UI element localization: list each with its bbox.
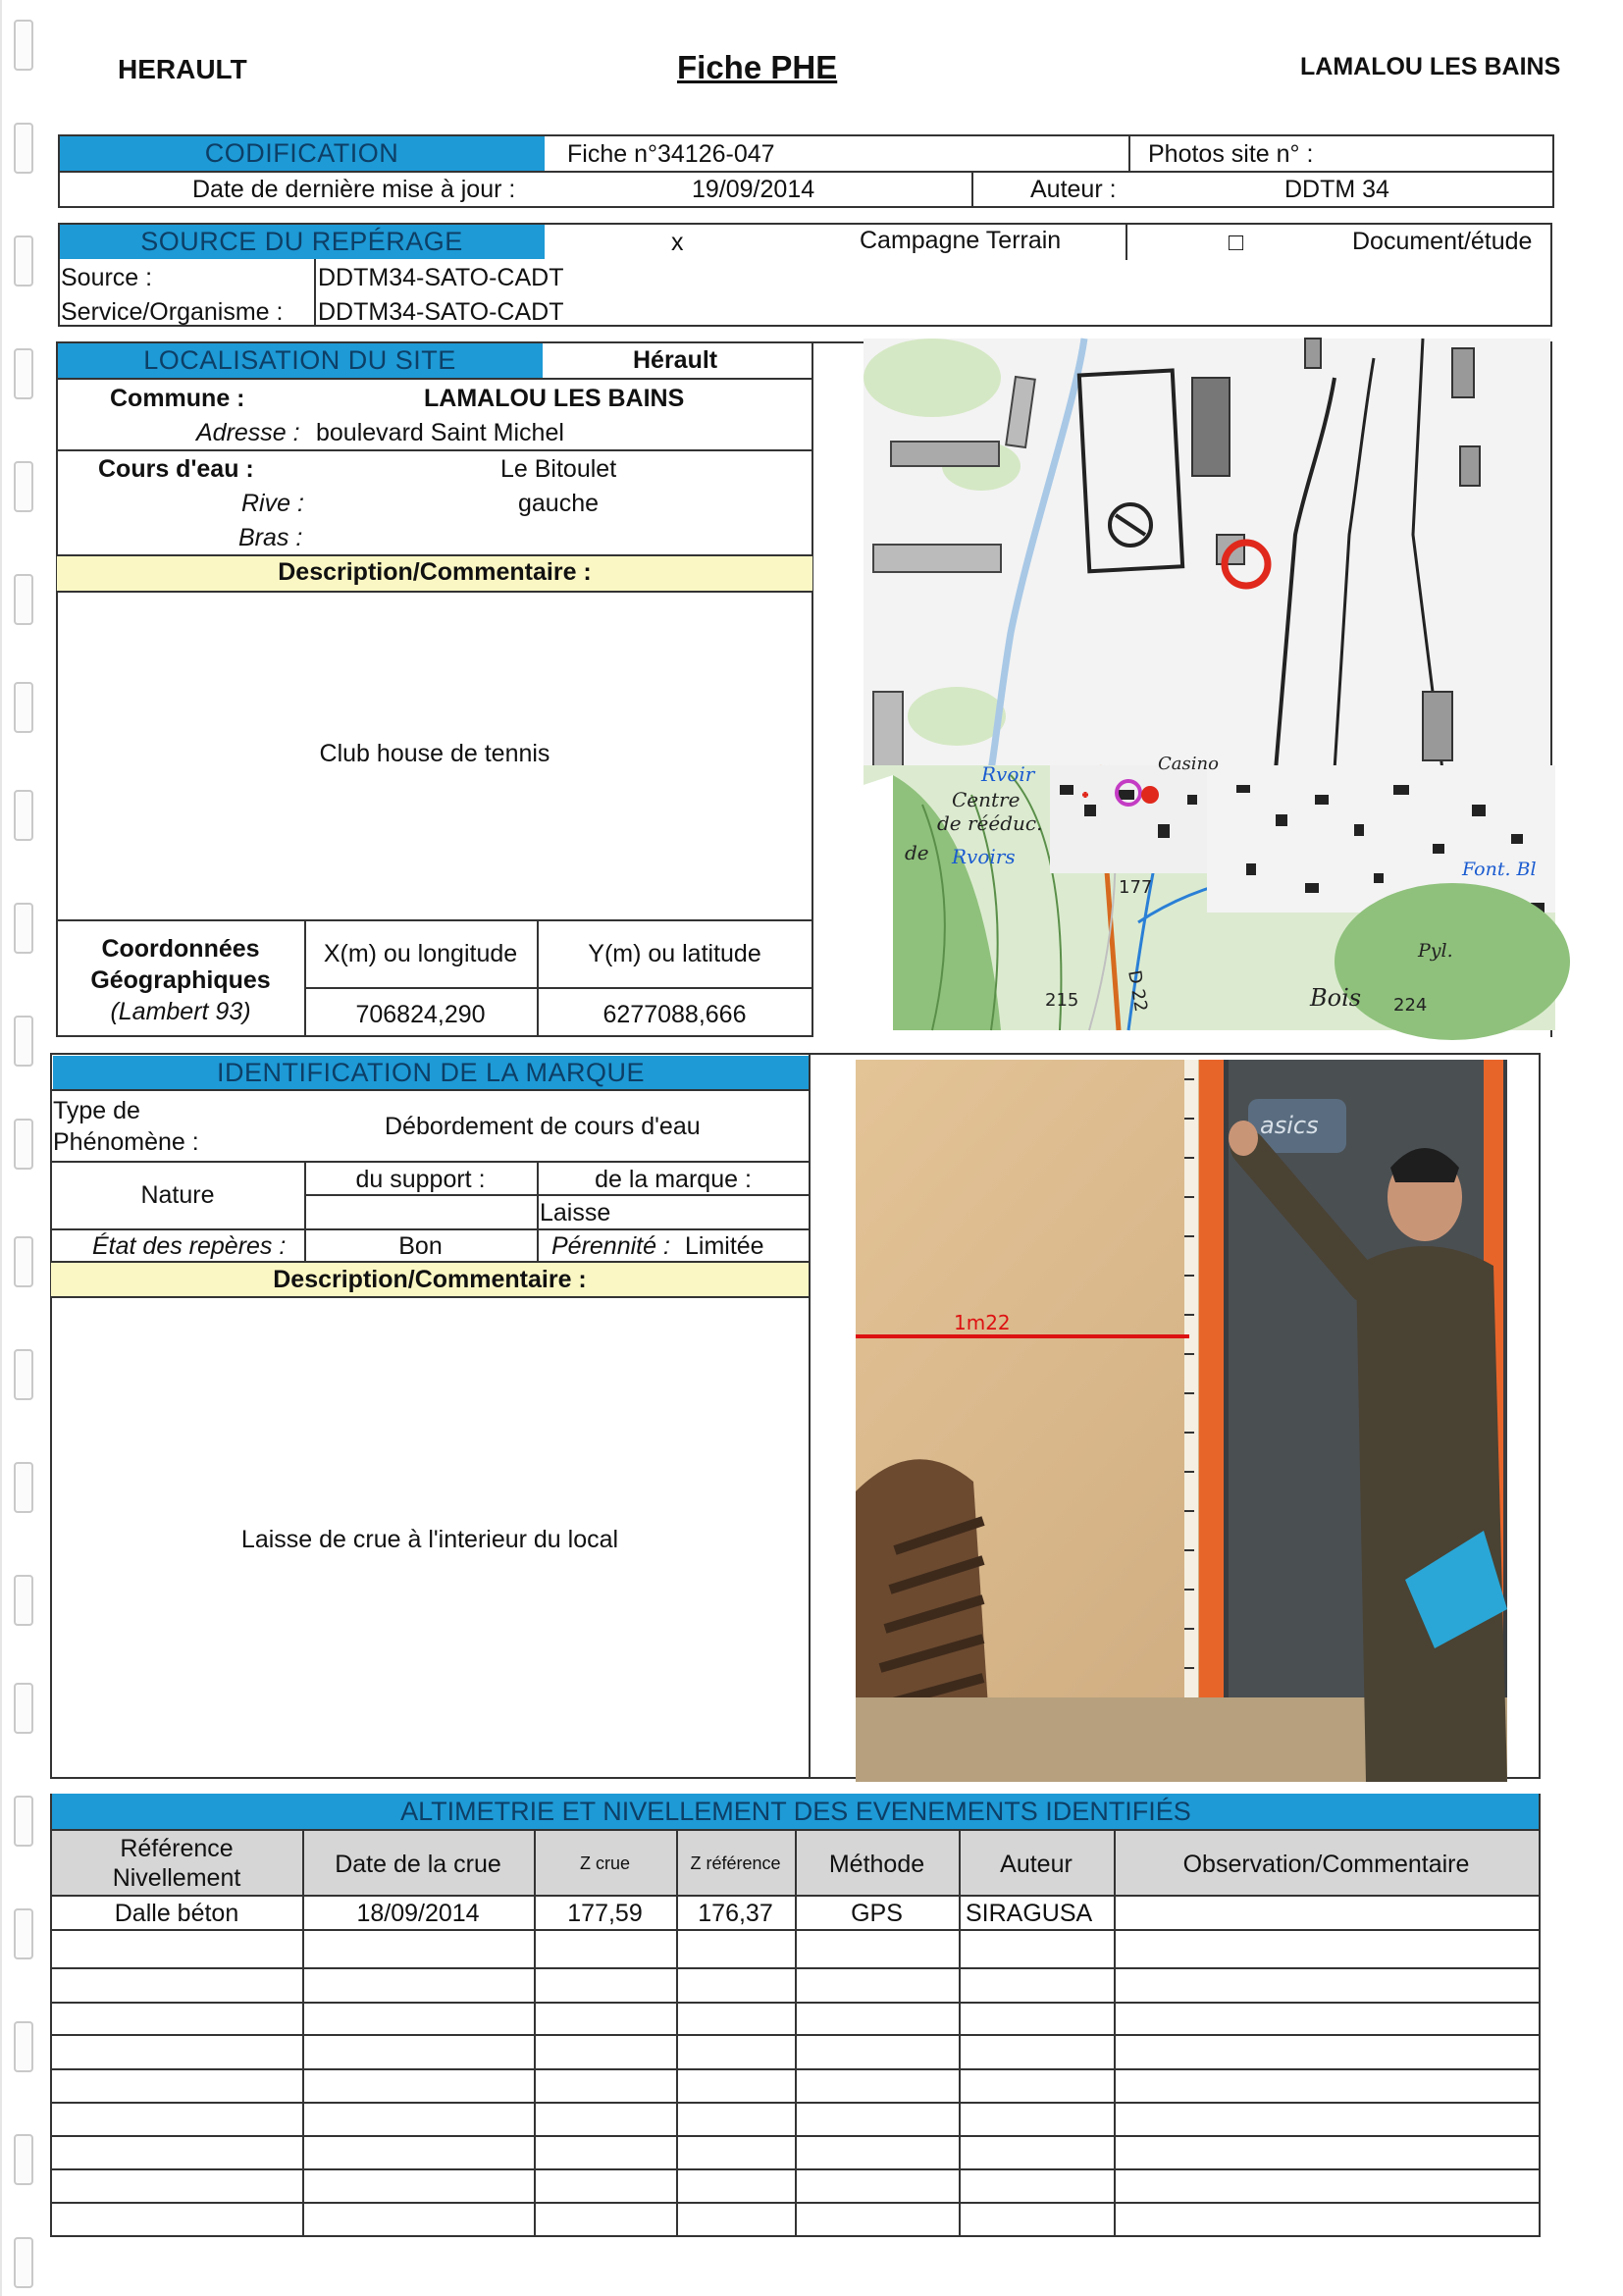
binder-hole (14, 20, 33, 71)
col-header-reference-1: Référence (120, 1835, 234, 1862)
binder-hole (14, 682, 33, 733)
campagne-label: Campagne Terrain (860, 227, 1062, 254)
binder-hole (14, 2021, 33, 2072)
perennite-value: Limitée (685, 1232, 764, 1260)
col-header-observation: Observation/Commentaire (1182, 1851, 1470, 1878)
etat-value: Bon (398, 1232, 443, 1260)
site-description-heading: Description/Commentaire : (278, 558, 592, 586)
marque-value: Laisse (540, 1199, 611, 1226)
codification-heading: CODIFICATION (59, 135, 545, 171)
topo-label: 215 (1045, 990, 1079, 1011)
binder-hole (14, 1908, 33, 1959)
table-cell-reference: Dalle béton (114, 1900, 239, 1927)
cours-eau-label: Cours d'eau : (98, 455, 254, 483)
adresse-label: Adresse : (196, 419, 300, 446)
page-title: Fiche PHE (677, 49, 838, 85)
departement-value: Hérault (633, 346, 718, 374)
water-mark-label: 1m22 (954, 1311, 1011, 1334)
binder-hole (14, 1119, 33, 1170)
binder-hole (14, 574, 33, 625)
binder-hole (14, 348, 33, 399)
binder-hole (14, 1016, 33, 1067)
bras-label: Bras : (238, 524, 303, 551)
col-header-z-crue: Z crue (579, 1853, 630, 1873)
binder-hole (14, 1575, 33, 1626)
nature-label: Nature (140, 1181, 215, 1209)
topo-label: D 22 (1124, 968, 1152, 1014)
table-cell-auteur: SIRAGUSA (966, 1900, 1093, 1927)
coord-label-3: (Lambert 93) (110, 998, 251, 1025)
auteur-value: DDTM 34 (1284, 176, 1389, 203)
binder-hole (14, 1349, 33, 1400)
altimetrie-heading: ALTIMETRIE ET NIVELLEMENT DES EVENEMENTS IDENTIFIÉS (51, 1794, 1541, 1829)
document-label: Document/étude (1352, 228, 1533, 255)
marque-description: Laisse de crue à l'interieur du local (240, 1526, 619, 1553)
binder-hole (14, 2134, 33, 2185)
binder-hole (14, 790, 33, 841)
source-label: Source : (61, 264, 153, 291)
table-cell-methode: GPS (851, 1900, 903, 1927)
binder-hole (14, 1236, 33, 1287)
topo-label: Font. Bl (1462, 859, 1537, 880)
col-header-auteur: Auteur (1000, 1851, 1073, 1878)
header-department: HERAULT (118, 54, 247, 84)
topo-label: Rvoirs (952, 845, 1016, 868)
binder-hole (14, 1683, 33, 1734)
date-value: 19/09/2014 (692, 176, 815, 203)
binder-hole (14, 903, 33, 954)
document-checkbox: □ (1229, 229, 1244, 256)
topo-label: 177 (1119, 877, 1153, 898)
commune-label: Commune : (110, 385, 245, 412)
topo-label: Pyl. (1418, 940, 1453, 962)
site-description: Club house de tennis (319, 740, 550, 767)
topo-label: de (905, 841, 929, 864)
rive-value: gauche (518, 490, 600, 517)
page-edge (0, 0, 2, 2296)
brand-logo: asics (1260, 1112, 1319, 1139)
x-value: 706824,290 (355, 1001, 486, 1028)
coord-label-2: Géographiques (90, 966, 271, 994)
topo-label: Centre (952, 788, 1021, 811)
fiche-number: Fiche n°34126-047 (567, 140, 775, 168)
topo-label: Bois (1310, 984, 1362, 1012)
adresse-value: boulevard Saint Michel (316, 419, 564, 446)
commune-value: LAMALOU LES BAINS (424, 385, 685, 412)
binder-hole (14, 123, 33, 174)
binder-hole (14, 1796, 33, 1847)
identification-heading: IDENTIFICATION DE LA MARQUE (53, 1056, 809, 1089)
site-photo (856, 1060, 1507, 1782)
photos-site-label: Photos site n° : (1148, 140, 1314, 168)
auteur-label: Auteur : (1030, 176, 1117, 203)
date-label: Date de dernière mise à jour : (192, 176, 516, 203)
y-label: Y(m) ou latitude (588, 940, 761, 967)
table-cell-z-reference: 176,37 (698, 1900, 773, 1927)
service-label: Service/Organisme : (61, 298, 284, 326)
binder-hole (14, 1462, 33, 1513)
cours-eau-value: Le Bitoulet (500, 455, 617, 483)
rive-label: Rive : (241, 490, 304, 517)
type-label-2: Phénomène : (53, 1128, 199, 1156)
service-value: DDTM34-SATO-CADT (318, 298, 564, 326)
binder-hole (14, 461, 33, 512)
table-cell-date: 18/09/2014 (356, 1900, 480, 1927)
type-value: Débordement de cours d'eau (385, 1113, 701, 1140)
topo-label: de rééduc. (937, 811, 1043, 835)
coord-label-1: Coordonnées (101, 935, 260, 963)
source-heading: SOURCE DU REPÉRAGE (59, 224, 545, 259)
col-header-methode: Méthode (828, 1851, 925, 1878)
topo-label: Rvoir (981, 762, 1035, 786)
binder-hole (14, 235, 33, 287)
y-value: 6277088,666 (602, 1001, 747, 1028)
topographic-map (864, 754, 1555, 1030)
col-header-z-reference: Z référence (690, 1853, 781, 1873)
binder-hole (14, 2237, 33, 2288)
etat-label: État des repères : (92, 1232, 287, 1260)
campagne-checkbox: x (671, 229, 684, 256)
topo-label: 224 (1393, 995, 1428, 1016)
col-header-reference-2: Nivellement (112, 1864, 241, 1892)
topo-label: Casino (1158, 754, 1219, 774)
perennite-label: Pérennité : (551, 1232, 670, 1260)
header-commune: LAMALOU LES BAINS (1300, 53, 1561, 80)
table-cell-z-crue: 177,59 (567, 1900, 643, 1927)
source-value: DDTM34-SATO-CADT (318, 264, 564, 291)
localisation-heading: LOCALISATION DU SITE (57, 342, 543, 378)
col-header-date: Date de la crue (335, 1851, 501, 1878)
marque-label: de la marque : (595, 1166, 752, 1193)
cadastre-map (864, 339, 1550, 770)
marque-description-heading: Description/Commentaire : (273, 1266, 587, 1293)
type-label-1: Type de (53, 1097, 140, 1124)
support-label: du support : (355, 1166, 486, 1193)
x-label: X(m) ou longitude (323, 940, 518, 967)
